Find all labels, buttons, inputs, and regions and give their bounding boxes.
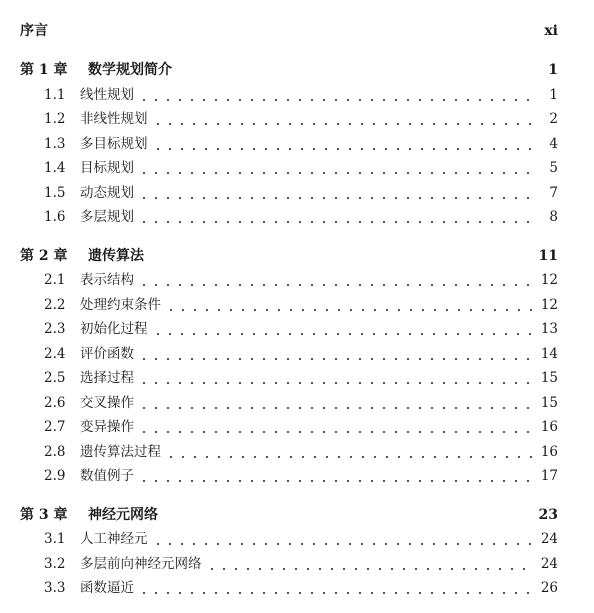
- page-number: 14: [540, 345, 558, 362]
- dot-leader: [138, 464, 532, 488]
- dot-leader: [138, 268, 532, 292]
- section-entry: [0, 83, 594, 107]
- section-title: 变异操作: [80, 419, 134, 435]
- section-title: 多层规划: [80, 209, 134, 225]
- preface-title: 序言: [20, 23, 48, 39]
- section-number: 2.8: [44, 443, 66, 460]
- section-entry: [0, 205, 594, 229]
- dot-leader: [138, 576, 532, 600]
- section-number: 2.6: [44, 394, 66, 411]
- section-entry: [0, 107, 594, 131]
- section-title: 遗传算法过程: [80, 443, 161, 460]
- chapter-label: 第 2 章: [20, 247, 68, 264]
- section-title: 评价函数: [80, 345, 134, 362]
- section-number: 1.1: [44, 86, 66, 103]
- section-number: 1.4: [44, 160, 66, 176]
- dot-leader: [152, 527, 532, 551]
- page-number: 5: [549, 160, 558, 176]
- section-number: 3.3: [44, 580, 66, 596]
- section-number: 2.7: [44, 419, 66, 435]
- section-title: 多目标规划: [80, 135, 148, 152]
- dot-leader: [152, 317, 532, 341]
- chapter-heading: [0, 244, 594, 268]
- dot-leader: [165, 440, 532, 464]
- section-entry: [0, 317, 594, 341]
- dot-leader: [138, 83, 532, 107]
- section-entry: [0, 342, 594, 366]
- section-title: 数值例子: [80, 468, 134, 484]
- preface-entry: [0, 19, 594, 43]
- page-number: xi: [544, 23, 558, 39]
- section-entry: [0, 391, 594, 415]
- section-title: 线性规划: [80, 86, 134, 103]
- section-title: 非线性规划: [80, 111, 148, 127]
- section-title: 交叉操作: [80, 394, 134, 411]
- section-entry: [0, 366, 594, 390]
- section-entry: [0, 293, 594, 317]
- section-number: 3.2: [44, 555, 66, 572]
- section-number: 1.3: [44, 135, 66, 152]
- page-number: 16: [540, 443, 558, 460]
- dot-leader: [138, 366, 532, 390]
- chapter-heading: [0, 503, 594, 527]
- section-entry: [0, 268, 594, 292]
- section-number: 3.1: [44, 531, 66, 547]
- section-title: 初始化过程: [80, 321, 148, 337]
- section-title: 多层前向神经元网络: [80, 555, 202, 572]
- page-number: 8: [549, 209, 558, 225]
- page-number: 1: [548, 62, 558, 78]
- section-entry: [0, 552, 594, 576]
- dot-leader: [138, 342, 532, 366]
- chapter-title: 神经元网络: [88, 506, 158, 523]
- section-number: 2.3: [44, 321, 66, 337]
- section-number: 2.4: [44, 345, 66, 362]
- chapter-label: 第 3 章: [20, 506, 68, 523]
- section-title: 函数逼近: [80, 580, 134, 596]
- dot-leader: [138, 391, 532, 415]
- page-number: 15: [540, 370, 558, 386]
- page-number: 24: [540, 531, 558, 547]
- page-number: 16: [540, 419, 558, 435]
- chapter-title: 遗传算法: [88, 247, 144, 264]
- page-number: 13: [540, 321, 558, 337]
- section-entry: [0, 156, 594, 180]
- page-number: 4: [549, 135, 558, 152]
- page-number: 7: [549, 184, 558, 201]
- dot-leader: [138, 205, 532, 229]
- page-number: 1: [549, 86, 558, 103]
- section-title: 目标规划: [80, 160, 134, 176]
- page-number: 23: [538, 506, 558, 523]
- section-title: 人工神经元: [80, 531, 148, 547]
- section-number: 1.5: [44, 184, 66, 201]
- section-entry: [0, 464, 594, 488]
- section-number: 1.6: [44, 209, 66, 225]
- section-title: 选择过程: [80, 370, 134, 386]
- section-number: 2.1: [44, 272, 66, 288]
- dot-leader: [206, 552, 532, 576]
- dot-leader: [165, 293, 532, 317]
- section-number: 2.5: [44, 370, 66, 386]
- page-number: 24: [540, 555, 558, 572]
- page-number: 12: [540, 296, 558, 313]
- page-number: 11: [538, 247, 558, 264]
- page-number: 17: [540, 468, 558, 484]
- page-number: 12: [540, 272, 558, 288]
- section-title: 处理约束条件: [80, 296, 161, 313]
- dot-leader: [138, 181, 532, 205]
- section-number: 2.9: [44, 468, 66, 484]
- section-entry: [0, 576, 594, 600]
- section-entry: [0, 527, 594, 551]
- section-number: 2.2: [44, 296, 66, 313]
- chapter-title: 数学规划简介: [88, 62, 172, 78]
- chapter-heading: [0, 58, 594, 82]
- page-number: 15: [540, 394, 558, 411]
- section-title: 表示结构: [80, 272, 134, 288]
- chapter-label: 第 1 章: [20, 62, 68, 78]
- section-title: 动态规划: [80, 184, 134, 201]
- dot-leader: [138, 156, 532, 180]
- page-number: 26: [540, 580, 558, 596]
- section-entry: [0, 181, 594, 205]
- section-entry: [0, 440, 594, 464]
- section-entry: [0, 132, 594, 156]
- dot-leader: [138, 415, 532, 439]
- page-number: 2: [549, 111, 558, 127]
- section-entry: [0, 415, 594, 439]
- section-number: 1.2: [44, 111, 66, 127]
- dot-leader: [152, 132, 532, 156]
- dot-leader: [152, 107, 532, 131]
